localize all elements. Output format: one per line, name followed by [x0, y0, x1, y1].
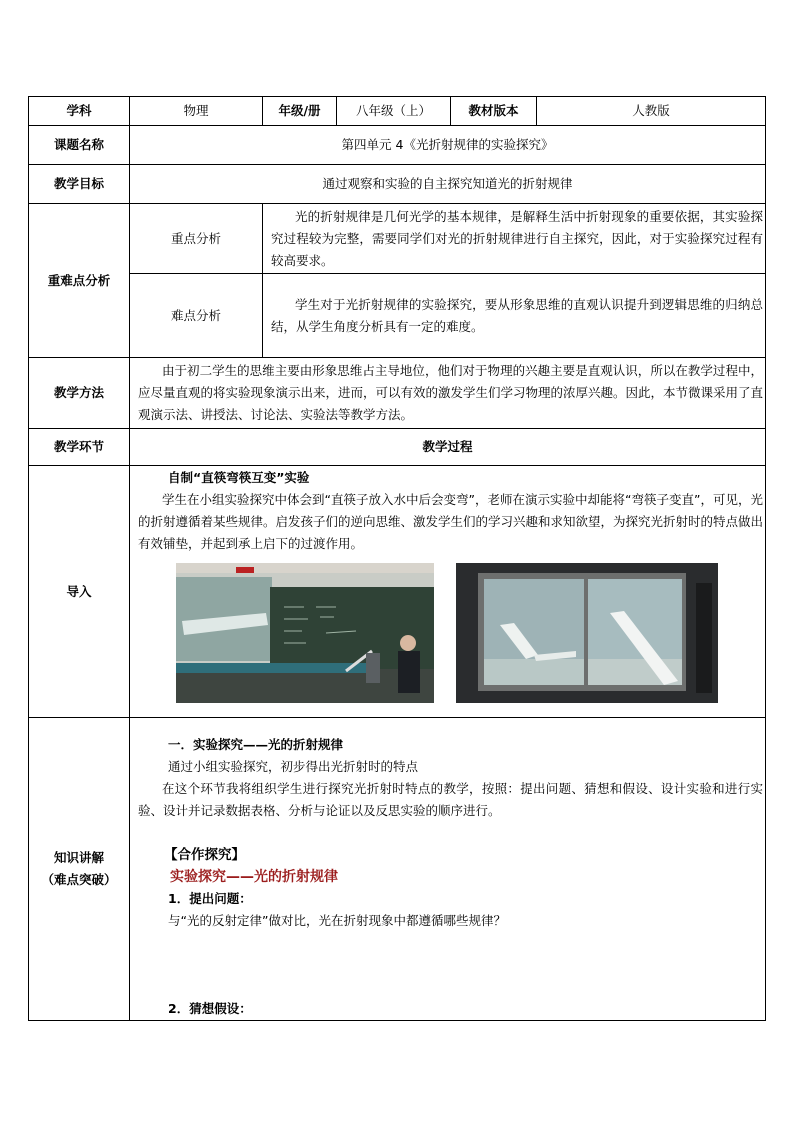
- hard-point-text: 学生对于光折射规律的实验探究，要从形象思维的直观认识提升到逻辑思维的归纳总结，从学生角度分析具有一定的难度。: [271, 296, 763, 334]
- method-label: 教学方法: [29, 358, 130, 429]
- row-key-point: [29, 204, 766, 274]
- goal-value: 通过观察和实验的自主探究知道光的折射规律: [130, 165, 766, 204]
- knowledge-line1: 通过小组实验探究，初步得出光折射时的特点: [168, 759, 419, 774]
- question-text: 与“光的反射定律”做对比，光在折射现象中都遵循哪些规律？: [168, 913, 506, 928]
- intro-text: 学生在小组实验探究中体会到“直筷子放入水中后会变弯”，老师在演示实验中却能将“弯筷子变直”，可见，光的折射遵循着某些规律。启发孩子们的逆向思维、激发学生们的学习兴趣和求知欲望，为探究光折射时的特点做出有效铺垫，并起到承上启下的过渡作用。: [138, 492, 764, 551]
- method-cell: [130, 358, 766, 429]
- subject-value: 物理: [130, 97, 263, 126]
- process-label: 教学环节: [29, 429, 130, 466]
- knowledge-label: 知识讲解: [53, 850, 104, 865]
- grade-value: 八年级（上）: [337, 97, 451, 126]
- knowledge-label-cell: [29, 718, 130, 1021]
- topic-value: 第四单元 4《光折射规律的实验探究》: [130, 126, 766, 165]
- knowledge-heading: 一．实验探究——光的折射规律: [168, 737, 344, 752]
- row-subject: [29, 97, 766, 126]
- key-point-text: 光的折射规律是几何光学的基本规律，是解释生活中折射现象的重要依据，其实验探究过程较为完整，需要同学们对光的折射规律进行自主探究，因此，对于实验探究过程有较高要求。: [271, 208, 763, 268]
- hard-point-label: 难点分析: [130, 274, 263, 358]
- intro-title: 自制“直筷弯筷互变”实验: [168, 470, 310, 485]
- grade-label: 年级/册: [263, 97, 337, 126]
- knowledge-cell: [130, 718, 766, 1021]
- row-hard-point: [29, 274, 766, 358]
- row-topic: [29, 126, 766, 165]
- intro-photos: [130, 555, 765, 715]
- key-point-label: 重点分析: [130, 204, 263, 274]
- knowledge-sublabel: （难点突破）: [41, 872, 117, 887]
- edition-value: 人教版: [537, 97, 766, 126]
- experiment-title: 实验探究——光的折射规律: [170, 869, 338, 885]
- goal-label: 教学目标: [29, 165, 130, 204]
- intro-label: 导入: [29, 466, 130, 718]
- lesson-plan-table: [28, 96, 766, 1021]
- hypothesis-label: 2．猜想假设：: [168, 1001, 252, 1016]
- row-goal: [29, 165, 766, 204]
- question-label: 1．提出问题：: [168, 891, 252, 906]
- row-process-header: [29, 429, 766, 466]
- intro-cell: [130, 466, 766, 718]
- edition-label: 教材版本: [451, 97, 537, 126]
- subject-label: 学科: [29, 97, 130, 126]
- knowledge-line2: 在这个环节我将组织学生进行探究光折射时特点的教学，按照：提出问题、猜想和假设、设计实验和进行实验、设计并记录数据表格、分析与论证以及反思实验的顺序进行。: [138, 781, 763, 818]
- coop-heading: 【合作探究】: [164, 847, 245, 863]
- key-point-cell: [263, 204, 766, 274]
- method-text: 由于初二学生的思维主要由形象思维占主导地位，他们对于物理的兴趣主要是直观认识，所以在教学过程中，应尽量直观的将实验现象演示出来，进而，可以有效的激发学生们学习物理的浓厚兴趣。因此，本节微课采用了直观演示法、讲授法、讨论法、实验法等教学方法。: [138, 363, 764, 422]
- row-intro: [29, 466, 766, 718]
- topic-label: 课题名称: [29, 126, 130, 165]
- projection-photo: [456, 563, 718, 703]
- process-value: 教学过程: [130, 429, 766, 466]
- hard-point-cell: [263, 274, 766, 358]
- difficulty-label: 重难点分析: [29, 204, 130, 358]
- row-knowledge: [29, 718, 766, 1021]
- classroom-photo: [176, 563, 434, 703]
- row-method: [29, 358, 766, 429]
